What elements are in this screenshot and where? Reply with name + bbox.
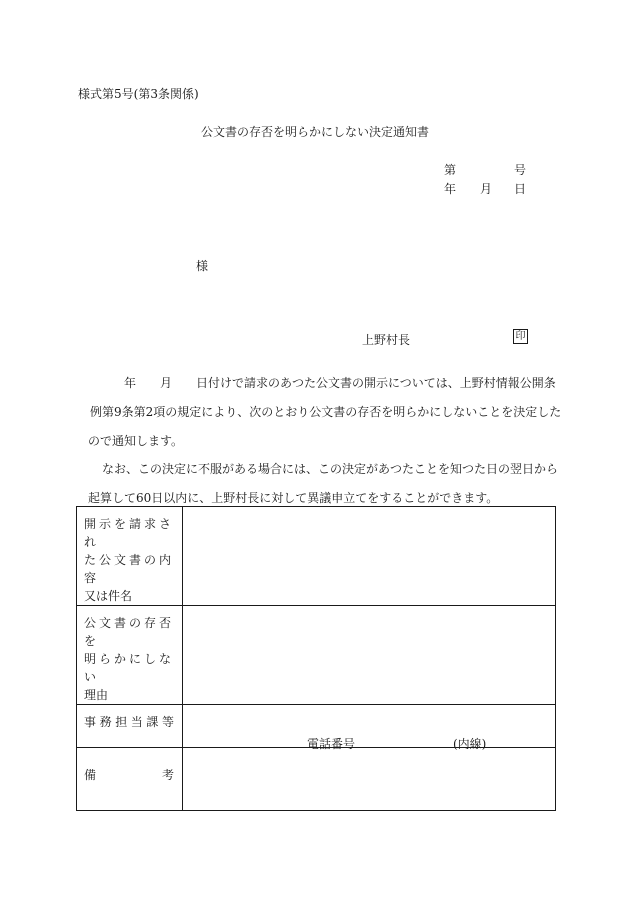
date-day-label: 日 xyxy=(514,182,527,196)
body-line-1-text: 日付けで請求のあつた公文書の開示については、上野村情報公開条 xyxy=(196,376,556,390)
issue-number-prefix: 第 xyxy=(444,163,457,177)
remarks-label-char-1: 備 xyxy=(84,768,97,782)
reason-label-line-3: 理由 xyxy=(84,688,109,702)
department-label-char-2: 務 xyxy=(99,715,112,729)
department-label-char-6: 等 xyxy=(161,715,174,729)
remarks-label xyxy=(77,748,183,811)
body-paragraph-line-3: ので通知します。 xyxy=(88,434,184,448)
form-number: 様式第5号(第3条関係) xyxy=(78,87,199,101)
requested-documents-label-line-3: 又は件名 xyxy=(84,589,133,603)
reason-label-line-2: 明らかにしない xyxy=(84,652,175,684)
remarks-label-char-2: 考 xyxy=(161,768,174,782)
date-year-label: 年 xyxy=(444,182,457,196)
department-label-char-1: 事 xyxy=(84,715,97,729)
extension-label: (内線) xyxy=(453,737,487,751)
table-row-department xyxy=(77,705,556,748)
requested-documents-field[interactable] xyxy=(183,507,556,606)
requested-documents-label xyxy=(77,507,183,606)
body-paragraph-line-5: 起算して60日以内に、上野村長に対して異議申立てをすることができます。 xyxy=(88,491,499,505)
issue-number-suffix: 号 xyxy=(514,163,527,177)
addressee-suffix: 様 xyxy=(196,259,209,273)
date-month-label: 月 xyxy=(480,182,493,196)
document-title: 公文書の存否を明らかにしない決定通知書 xyxy=(200,125,429,139)
body-year-label: 年 xyxy=(124,376,137,390)
requested-documents-label-line-1: 開示を請求され xyxy=(84,517,175,549)
body-paragraph-line-2: 例第9条第2項の規定により、次のとおり公文書の存否を明らかにしないことを決定した xyxy=(90,405,562,419)
remarks-field[interactable] xyxy=(183,748,556,811)
department-label-char-4: 当 xyxy=(130,715,143,729)
reason-label-line-1: 公文書の存否を xyxy=(84,616,175,648)
reason-field[interactable] xyxy=(183,606,556,705)
table-row-remarks xyxy=(77,748,556,811)
body-month-label: 月 xyxy=(160,376,173,390)
seal-mark: 印 xyxy=(513,329,528,344)
department-label-char-3: 担 xyxy=(115,715,128,729)
decision-details-table xyxy=(76,506,556,811)
body-paragraph-line-4: なお、この決定に不服がある場合には、この決定があつたことを知つた日の翌日から xyxy=(102,462,559,476)
department-label xyxy=(77,705,183,748)
table-row-reason xyxy=(77,606,556,705)
department-field[interactable] xyxy=(183,705,556,751)
issuer-name: 上野村長 xyxy=(362,333,411,347)
body-paragraph-line-1 xyxy=(124,374,556,391)
reason-label xyxy=(77,606,183,705)
table-row-requested-documents xyxy=(77,507,556,606)
requested-documents-label-line-2: た公文書の内容 xyxy=(84,553,175,585)
phone-number-label: 電話番号 xyxy=(307,737,356,751)
department-label-char-5: 課 xyxy=(146,715,159,729)
